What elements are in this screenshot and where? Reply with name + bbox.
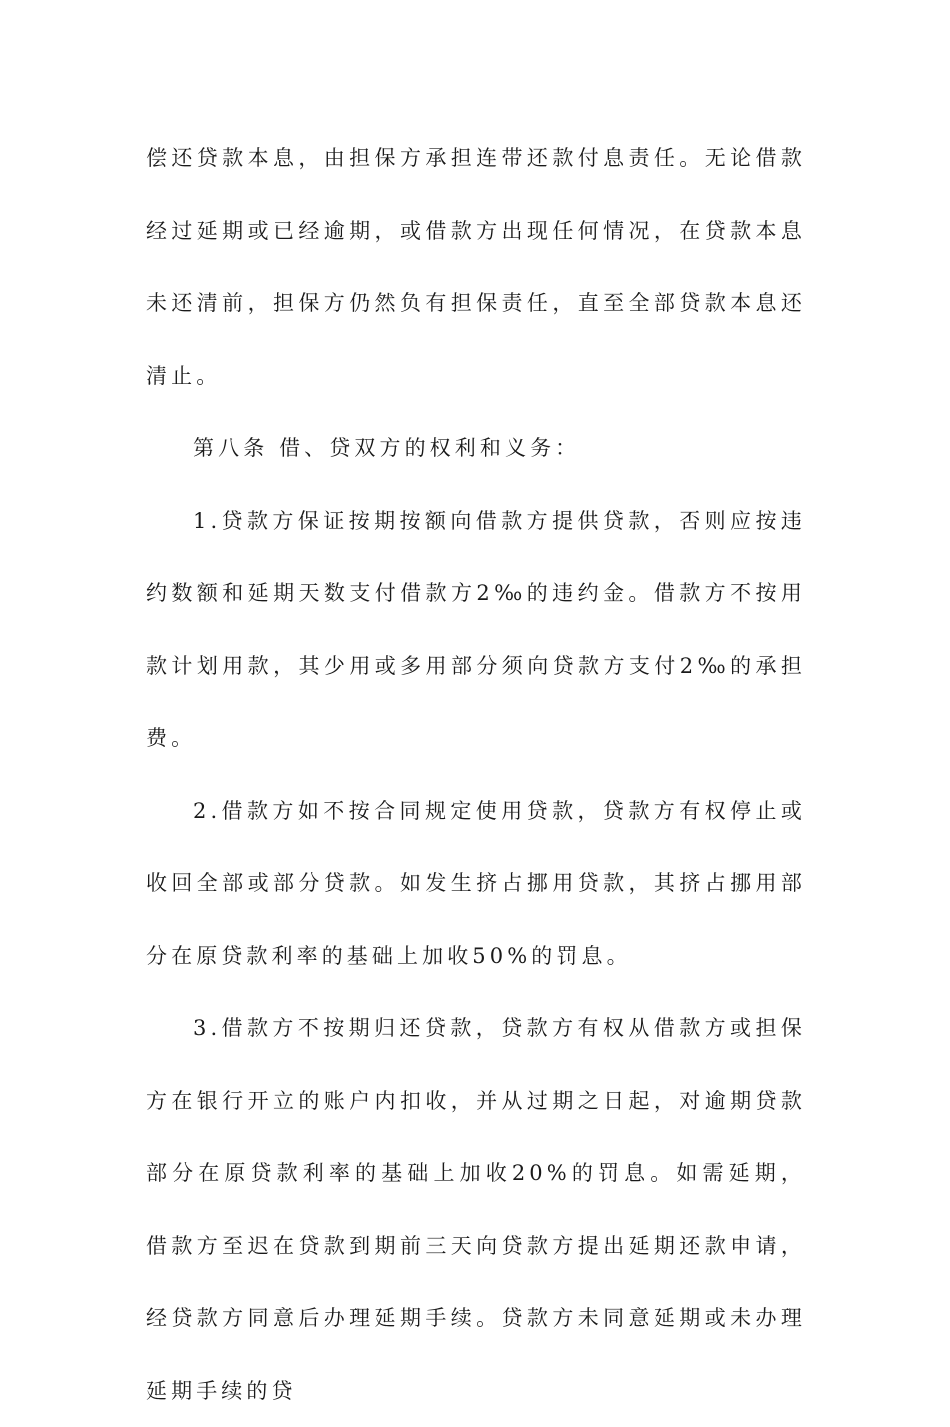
paragraph-clause-3: 3.借款方不按期归还贷款，贷款方有权从借款方或担保方在银行开立的账户内扣收，并从过期之日起，对逾期贷款部分在原贷款利率的基础上加收20%的罚息。如需延期，借款方至迟在贷款到期前三天向贷款方提出延期还款申请，经贷款方同意后办理延期手续。贷款方未同意延期或未办理延期手续的贷 (146, 1016, 806, 1403)
paragraph-clause-1: 1.贷款方保证按期按额向借款方提供贷款，否则应按违约数额和延期天数支付借款方2‰的违约金。借款方不按用款计划用款，其少用或多用部分须向贷款方支付2‰的承担费。 (146, 508, 806, 750)
paragraph-article-8-heading: 第八条 借、贷双方的权利和义务： (193, 436, 581, 460)
paragraph-guarantee-continuation: 偿还贷款本息，由担保方承担连带还款付息责任。无论借款经过延期或已经逾期，或借款方出现任何情况，在贷款本息未还清前，担保方仍然负有担保责任，直至全部贷款本息还清止。 (146, 146, 806, 388)
paragraph-clause-2: 2.借款方如不按合同规定使用贷款，贷款方有权停止或收回全部或部分贷款。如发生挤占挪用贷款，其挤占挪用部分在原贷款利率的基础上加收50%的罚息。 (146, 798, 806, 968)
document-body (146, 122, 806, 1427)
